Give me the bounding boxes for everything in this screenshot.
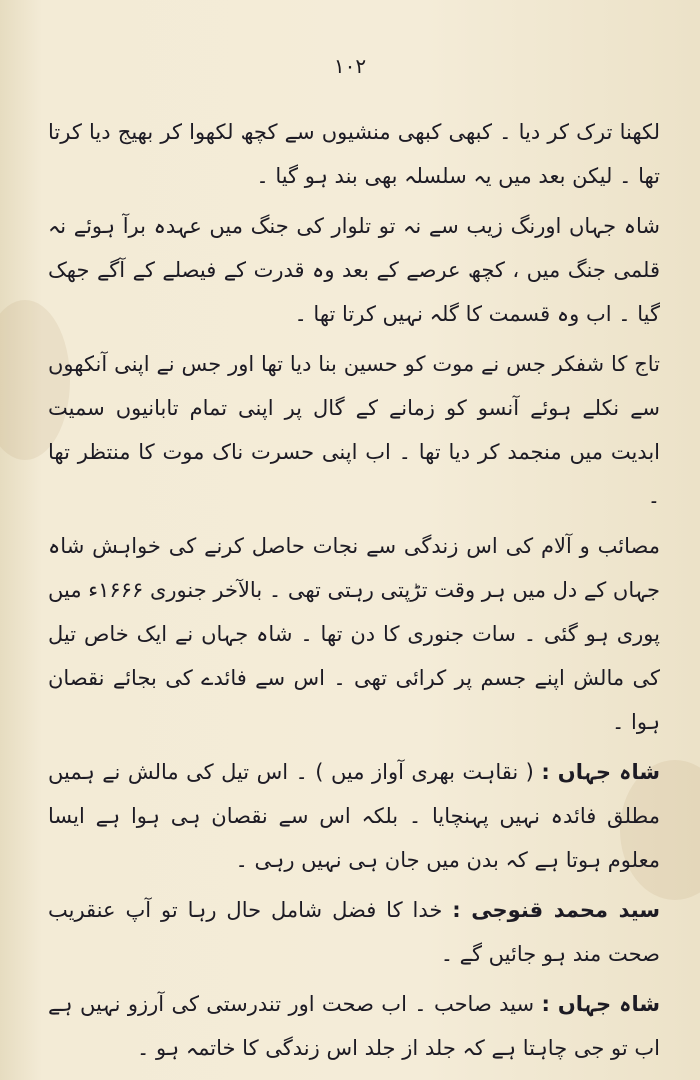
paragraph-3 <box>48 342 660 518</box>
paragraph-text: شاہ جہاں اورنگ زیب سے نہ تو تلوار کی جنگ میں عہدہ برآ ہوئے نہ قلمی جنگ میں ، کچھ عرصے کے بعد وہ قدرت کے فیصلے کے آگے جھک گیا ۔ اب وہ قسمت کا گلہ نہیں کرتا تھا ۔ <box>48 214 660 326</box>
speaker-name: شاہ جہاں : <box>541 992 660 1016</box>
paragraph-4 <box>48 524 660 744</box>
speaker-name: شاہ جہاں : <box>541 760 660 784</box>
paragraph-1 <box>48 110 660 198</box>
dialogue-text: سید صاحب ۔ اب صحت اور تندرستی کی آرزو نہیں ہے اب تو جی چاہتا ہے کہ جلد از جلد اس زندگی کا خاتمہ ہو ۔ <box>48 992 660 1060</box>
paragraph-text: تاج کا شفکر جس نے موت کو حسین بنا دیا تھا اور جس نے اپنی آنکھوں سے نکلے ہوئے آنسو کو زمانے کے گال پر اپنی تمام تابانیوں سمیت ابدیت میں منجمد کر دیا تھا ۔ اب اپنی حسرت ناک موت کا منتظر تھا ۔ <box>48 352 660 508</box>
speaker-name: سید محمد قنوجی : <box>452 898 660 922</box>
dialogue-3 <box>48 982 660 1070</box>
paragraph-text: لکھنا ترک کر دیا ۔ کبھی کبھی منشیوں سے کچھ لکھوا کر بھیج دیا کرتا تھا ۔ لیکن بعد میں یہ سلسلہ بھی بند ہو گیا ۔ <box>48 120 660 188</box>
page-body <box>48 110 660 1076</box>
paragraph-2 <box>48 204 660 336</box>
paragraph-text: مصائب و آلام کی اس زندگی سے نجات حاصل کرنے کی خواہش شاہ جہاں کے دل میں ہر وقت تڑپتی رہتی تھی ۔ بالآخر جنوری ۱۶۶۶ء میں پوری ہو گئی ۔ سات جنوری کا دن تھا ۔ شاہ جہاں نے ایک خاص تیل کی مالش اپنے جسم پر کرائی تھی ۔ اس سے فائدے کی بجائے نقصان ہوا ۔ <box>48 534 661 734</box>
page-number: ۱۰۲ <box>333 54 367 78</box>
dialogue-2 <box>48 888 660 976</box>
dialogue-text: خدا کا فضل شامل حال رہا تو آپ عنقریب صحت مند ہو جائیں گے ۔ <box>48 898 660 966</box>
dialogue-1 <box>48 750 660 882</box>
dialogue-text: ( نقاہت بھری آواز میں ) ۔ اس تیل کی مالش نے ہمیں مطلق فائدہ نہیں پہنچایا ۔ بلکہ اس سے نقصان ہی ہوا ہے ایسا معلوم ہوتا ہے کہ بدن میں جان ہی نہیں رہی ۔ <box>48 760 660 872</box>
